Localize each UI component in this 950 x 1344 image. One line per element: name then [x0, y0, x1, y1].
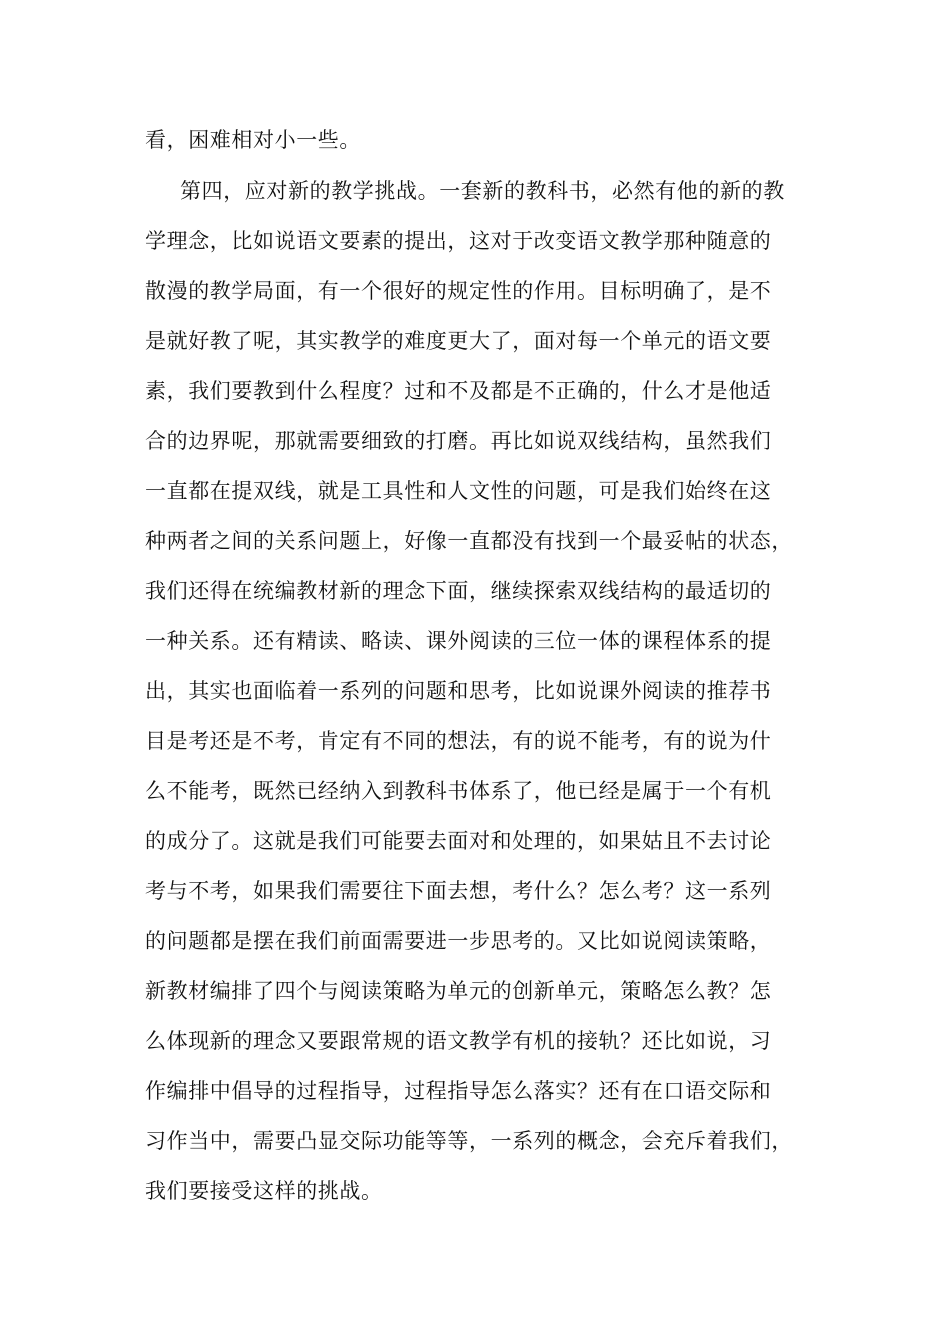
text-line: 看，困难相对小一些。: [145, 128, 361, 152]
text-line: 学理念，比如说语文要素的提出，这对于改变语文教学那种随意的: [145, 229, 772, 253]
text-line: 作编排中倡导的过程指导，过程指导怎么落实？还有在口语交际和: [145, 1079, 772, 1103]
text-line: 出，其实也面临着一系列的问题和思考，比如说课外阅读的推荐书: [145, 679, 772, 703]
paragraph-start-line: 第四，应对新的教学挑战。一套新的教科书，必然有他的新的教: [180, 179, 785, 203]
text-line: 的成分了。这就是我们可能要去面对和处理的，如果姑且不去讨论: [145, 829, 772, 853]
text-line: 我们还得在统编教材新的理念下面，继续探索双线结构的最适切的: [145, 579, 772, 603]
text-line: 我们要接受这样的挑战。: [145, 1179, 383, 1203]
text-line: 么体现新的理念又要跟常规的语文教学有机的接轨？还比如说，习: [145, 1029, 772, 1053]
text-line: 考与不考，如果我们需要往下面去想，考什么？怎么考？这一系列: [145, 879, 772, 903]
text-line: 是就好教了呢，其实教学的难度更大了，面对每一个单元的语文要: [145, 329, 772, 353]
text-line: 素，我们要教到什么程度？过和不及都是不正确的，什么才是他适: [145, 379, 772, 403]
text-line: 一直都在提双线，就是工具性和人文性的问题，可是我们始终在这: [145, 479, 772, 503]
text-line: 合的边界呢，那就需要细致的打磨。再比如说双线结构，虽然我们: [145, 429, 772, 453]
text-line: 的问题都是摆在我们前面需要进一步思考的。又比如说阅读策略，: [145, 929, 772, 953]
text-line: 么不能考，既然已经纳入到教科书体系了，他已经是属于一个有机: [145, 779, 772, 803]
text-line: 散漫的教学局面，有一个很好的规定性的作用。目标明确了，是不: [145, 279, 772, 303]
text-line: 目是考还是不考，肯定有不同的想法，有的说不能考，有的说为什: [145, 729, 772, 753]
text-line: 习作当中，需要凸显交际功能等等，一系列的概念，会充斥着我们，: [145, 1129, 793, 1153]
text-line: 种两者之间的关系问题上，好像一直都没有找到一个最妥帖的状态，: [145, 529, 793, 553]
text-line: 新教材编排了四个与阅读策略为单元的创新单元，策略怎么教？怎: [145, 979, 772, 1003]
text-line: 一种关系。还有精读、略读、课外阅读的三位一体的课程体系的提: [145, 629, 772, 653]
